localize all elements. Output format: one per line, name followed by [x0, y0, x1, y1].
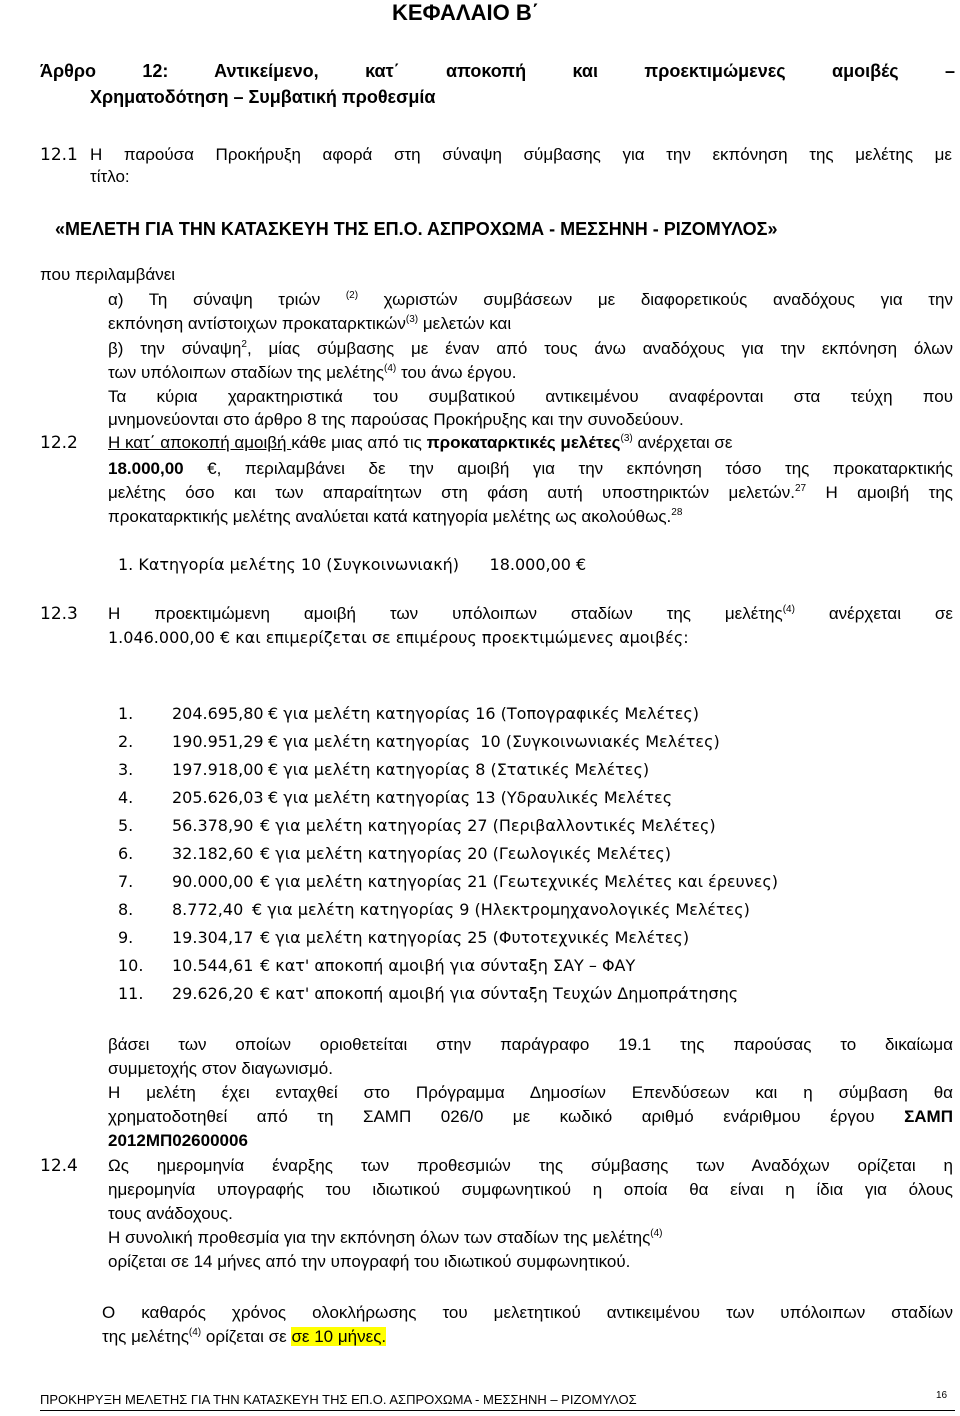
- category-line: 1. Κατηγορία μελέτης 10 (Συγκοινωνιακή) 18.000,00 €: [118, 555, 587, 574]
- chapter-title: ΚΕΦΑΛΑΙΟ Β΄: [392, 0, 540, 25]
- section-number-12-1: 12.1: [40, 145, 78, 165]
- after-list-p2-line2: χρηματοδοτηθεί από τη ΣΑΜΠ 026/0 με κωδικό αριθμό ενάριθμου έργου ΣΑΜΠ: [108, 1107, 953, 1126]
- fee-item-description: € κατ' αποκοπή αμοιβή για σύνταξη Τευχών Δημοπράτησης: [260, 984, 739, 1003]
- s12-4-line4: Η συνολική προθεσμία για την εκπόνηση όλων των σταδίων της μελέτης$^{(4)}$: [108, 1228, 663, 1247]
- page-number: 16: [936, 1390, 948, 1401]
- s12-4-line3: τους ανάδοχους.: [108, 1204, 233, 1223]
- fee-item-number: 6.: [118, 844, 134, 863]
- fee-item-amount: 197.918,00: [172, 760, 264, 779]
- s12-2-line1: Η κατ΄ αποκοπή αμοιβή κάθε μιας από τις προκαταρκτικές μελέτες$^{(3)}$ ανέρχεται σε: [108, 433, 733, 452]
- article-heading-line1: Άρθρο 12: Αντικείμενο, κατ΄ αποκοπή και προεκτιμώμενες αμοιβές –: [40, 61, 955, 81]
- s12-1-c-line2: μνημονεύονται στο άρθρο 8 της παρούσας Προκήρυξης και την συνοδεύουν.: [108, 410, 684, 429]
- fee-item-number: 11.: [118, 984, 144, 1003]
- s12-1-line2: τίτλο:: [90, 167, 130, 186]
- fee-item-amount: 190.951,29: [172, 732, 264, 751]
- s12-1-a-line2: εκπόνηση αντίστοιχων προκαταρκτικών$^{(3)}$ μελετών και: [108, 314, 512, 333]
- fee-item-amount: 204.695,80: [172, 704, 264, 723]
- s12-1-b-line1: β) την σύναψη$^2$, μίας σύμβασης με έναν από τους άνω αναδόχους για την εκπόνηση όλων: [108, 339, 954, 358]
- fee-item-number: 10.: [118, 956, 144, 975]
- fee-item-amount: 8.772,40: [172, 900, 244, 919]
- fee-item-description: € για μελέτη κατηγορίας 25 (Φυτοτεχνικές Μελέτες): [260, 928, 690, 947]
- fee-item-description: € για μελέτη κατηγορίας 20 (Γεωλογικές Μελέτες): [260, 844, 672, 863]
- project-code: 2012ΜΠ02600006: [108, 1131, 248, 1150]
- fee-item-amount: 19.304,17: [172, 928, 254, 947]
- s12-2-line3: μελέτης όσο και των απαραίτητων στη φάση αυτή υποστηρικτών μελετών.$^{27}$ Η αμοιβή της: [108, 483, 954, 502]
- fee-item-amount: 10.544,61: [172, 956, 254, 975]
- fee-item-amount: 90.000,00: [172, 872, 254, 891]
- section-number-12-3: 12.3: [40, 604, 78, 624]
- s12-4-line6: Ο καθαρός χρόνος ολοκλήρωσης του μελετητικού αντικειμένου των υπόλοιπων σταδίων: [102, 1303, 953, 1322]
- fee-item-number: 7.: [118, 872, 134, 891]
- s12-1-line1: Η παρούσα Προκήρυξη αφορά στη σύναψη σύμβασης για την εκπόνηση της μελέτης με: [90, 145, 952, 164]
- fee-item-number: 2.: [118, 732, 134, 751]
- fee-item-number: 5.: [118, 816, 134, 835]
- fee-item-number: 3.: [118, 760, 134, 779]
- s12-4-line2: ημερομηνία υπογραφής του ιδιωτικού συμφωνητικού η οποία θα είναι η ίδια για όλους: [108, 1180, 953, 1199]
- fee-item-description: € για μελέτη κατηγορίας 16 (Τοπογραφικές Μελέτες): [268, 704, 700, 723]
- fee-item-amount: 56.378,90: [172, 816, 254, 835]
- section-number-12-2: 12.2: [40, 433, 78, 453]
- footer-text: ΠΡΟΚΗΡΥΞΗ ΜΕΛΕΤΗΣ ΓΙΑ ΤΗΝ ΚΑΤΑΣΚΕΥΗ ΤΗΣ ΕΠ.Ο. ΑΣΠΡΟΧΩΜΑ - ΜΕΣΣΗΝΗ – ΡΙΖΟΜΥΛΟΣ: [40, 1392, 637, 1407]
- fee-item-description: € για μελέτη κατηγορίας 10 (Συγκοινωνιακές Μελέτες): [268, 732, 720, 751]
- after-list-p1-line1: βάσει των οποίων οριοθετείται στην παράγραφο 19.1 της παρούσας το δικαίωμα: [108, 1035, 953, 1054]
- after-list-p1-line2: συμμετοχής στον διαγωνισμό.: [108, 1059, 333, 1078]
- fee-item-description: € για μελέτη κατηγορίας 21 (Γεωτεχνικές Μελέτες και έρευνες): [260, 872, 778, 891]
- s12-3-line2: 1.046.000,00 € και επιμερίζεται σε επιμέρους προεκτιμώμενες αμοιβές:: [108, 628, 689, 647]
- s12-4-line5: ορίζεται σε 14 μήνες από την υπογραφή του ιδιωτικού συμφωνητικού.: [108, 1252, 631, 1271]
- fee-item-description: € για μελέτη κατηγορίας 9 (Ηλεκτρομηχανολογικές Μελέτες): [252, 900, 750, 919]
- project-title: «ΜΕΛΕΤΗ ΓΙΑ ΤΗΝ ΚΑΤΑΣΚΕΥΗ ΤΗΣ ΕΠ.Ο. ΑΣΠΡΟΧΩΜΑ - ΜΕΣΣΗΝΗ - ΡΙΖΟΜΥΛΟΣ»: [55, 219, 778, 239]
- fee-item-description: € για μελέτη κατηγορίας 27 (Περιβαλλοντικές Μελέτες): [260, 816, 716, 835]
- s12-2-line4: προκαταρκτικής μελέτης αναλύεται κατά κατηγορία μελέτης ως ακολούθως.$^{28}$: [108, 507, 683, 526]
- s12-2-line2: 18.000,00 €, περιλαμβάνει δε την αμοιβή για την εκπόνηση τόσο της προκαταρκτικής: [108, 459, 953, 478]
- article-heading-line2: Χρηματοδότηση – Συμβατική προθεσμία: [90, 87, 436, 107]
- s12-3-line1: Η προεκτιμώμενη αμοιβή των υπόλοιπων σταδίων της μελέτης$^{(4)}$ ανέρχεται σε: [108, 604, 953, 623]
- fee-item-amount: 32.182,60: [172, 844, 254, 863]
- s12-4-line7: της μελέτης$^{(4)}$ ορίζεται σε σε 10 μήνες.: [102, 1327, 387, 1346]
- footer-rule: [40, 1410, 955, 1411]
- fee-item-description: € για μελέτη κατηγορίας 13 (Υδραυλικές Μελέτες: [268, 788, 673, 807]
- after-list-p2-line1: Η μελέτη έχει ενταχθεί στο Πρόγραμμα Δημοσίων Επενδύσεων και η σύμβαση θα: [108, 1083, 953, 1102]
- fee-item-number: 8.: [118, 900, 134, 919]
- includes-label: που περιλαμβάνει: [40, 265, 176, 284]
- s12-4-line1: Ως ημερομηνία έναρξης των προθεσμιών της σύμβασης των Αναδόχων ορίζεται η: [108, 1156, 953, 1175]
- fee-item-description: € κατ' αποκοπή αμοιβή για σύνταξη ΣΑΥ – ΦΑΥ: [260, 956, 636, 975]
- s12-1-a-line1: α) Τη σύναψη τριών $^{(2)}$ χωριστών συμβάσεων με διαφορετικούς αναδόχους για την: [108, 290, 953, 309]
- deadline-highlight: σε 10 μήνες.: [291, 1327, 387, 1346]
- s12-1-b-line2: των υπόλοιπων σταδίων της μελέτης$^{(4)}$ του άνω έργου.: [108, 363, 517, 382]
- fee-item-amount: 205.626,03: [172, 788, 264, 807]
- fee-item-description: € για μελέτη κατηγορίας 8 (Στατικές Μελέτες): [268, 760, 650, 779]
- fee-item-amount: 29.626,20: [172, 984, 254, 1003]
- fee-item-number: 1.: [118, 704, 134, 723]
- section-number-12-4: 12.4: [40, 1156, 78, 1176]
- fee-item-number: 4.: [118, 788, 134, 807]
- s12-1-c-line1: Τα κύρια χαρακτηριστικά του συμβατικού αντικειμένου αναφέρονται στα τεύχη που: [108, 387, 953, 406]
- fee-item-number: 9.: [118, 928, 134, 947]
